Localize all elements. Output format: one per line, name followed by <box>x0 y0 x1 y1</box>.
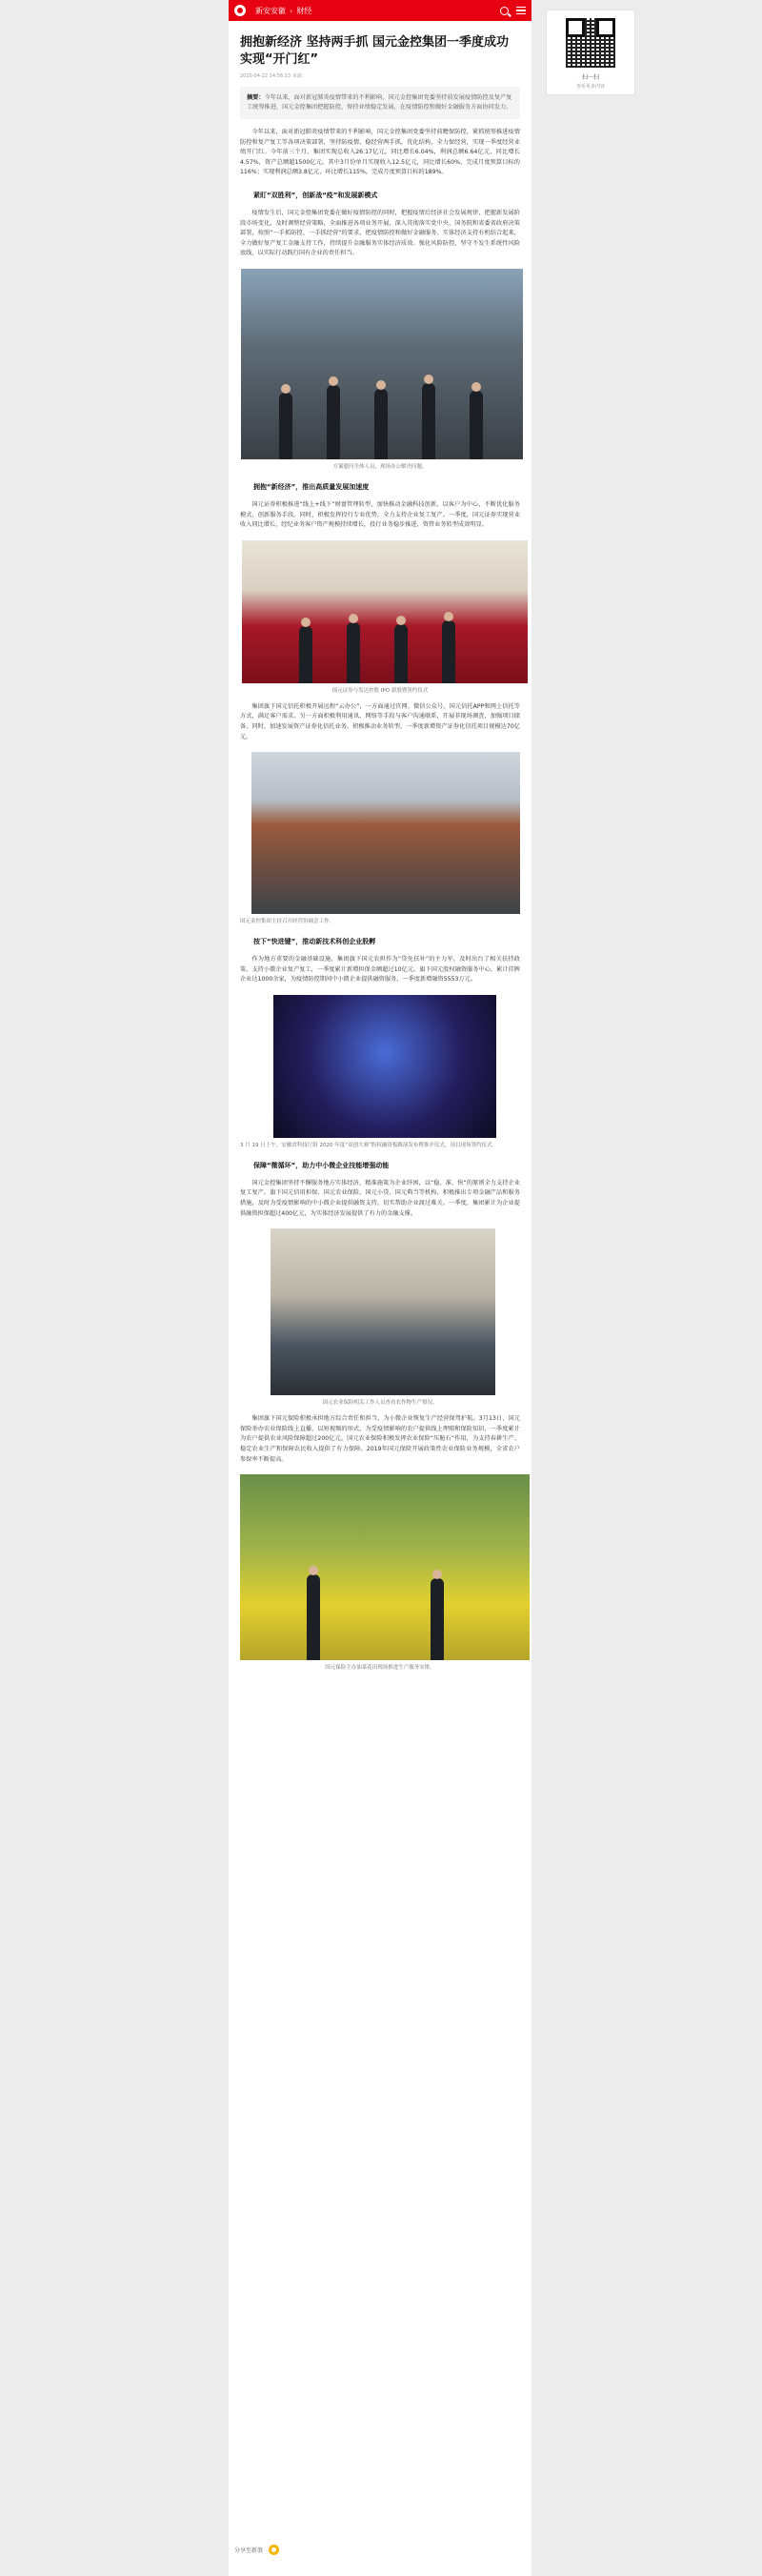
person-figure <box>299 626 312 683</box>
breadcrumb-section[interactable]: 财经 <box>296 6 312 15</box>
summary-label: 摘要： <box>247 94 265 101</box>
photo-caption: 国元农业保险相关工作人员查看农作物生产情况。 <box>322 1400 438 1407</box>
qr-subtitle: 查看更多内容 <box>575 84 605 90</box>
paragraph: 疫情发生后，国元金控集团党委在做好疫情防控的同时，把握疫情后经济社会发展规律，把握新发展阶段市场变化，及时调整经营策略，全面推进各项业务开展，深入贯彻落实党中央、国务院和省委省政府决策部署，按照“一手抓防控、一手抓经营”的要求，把疫情防控和做好金融服务、实体经济支持有机结合起来，全力做好复产复工金融支持工作，持续提升金融服务实体经济质效。强化风险防控，坚守不发生系统性风险底线，以实际行动践行国有企业的责任担当。 <box>240 209 520 257</box>
breadcrumb-separator: › <box>290 6 293 15</box>
menu-icon[interactable] <box>516 7 526 14</box>
section-heading: 保障“微循环”，助力中小微企业技能增强动能 <box>253 1161 390 1169</box>
section-heading: 紧盯“双胜利”，创新战“疫”和发展新模式 <box>253 191 378 199</box>
photo-caption: 国元金控集团主持召开经营协调会工作。 <box>240 919 335 925</box>
paragraph: 集团旗下国元保险积极承担地方综合责任和担当，为小微企业恢复生产经营保驾护航。3月13日，国元保险举办农业保险线上直播，以短视频的形式，为受疫情影响的农户提供线上理赔和保险知识，一季度累计为农户提供农业风险保障超过200亿元。国元农业保险积极发挥农业保险“压舱石”作用，为支持春耕生产、稳定农业生产和保障农民收入提供了有力保障。2019年国元保险开展政策性农业保险业务规模，全省农户参保率不断提高。 <box>240 1415 520 1463</box>
article-photo-workshop <box>271 1228 495 1395</box>
photo-caption: 国元证券与发达控股 IPO 新股暨签约仪式 <box>331 687 429 694</box>
article-meta: 2020-04-22 14:56:13 来源: <box>240 73 304 79</box>
qr-title: 扫一扫 <box>581 74 599 81</box>
qr-panel <box>546 10 635 95</box>
person-figure <box>327 385 340 459</box>
person-figure <box>279 393 292 459</box>
article-photo-signing <box>242 540 528 683</box>
breadcrumb <box>255 6 311 16</box>
share-label[interactable]: 分享至新浪 <box>234 2547 264 2554</box>
person-figure <box>374 389 388 459</box>
qr-code-icon <box>566 18 615 68</box>
article-column <box>229 0 531 2576</box>
article-body <box>229 21 531 1671</box>
person-figure <box>431 1578 444 1660</box>
article-summary <box>240 87 520 119</box>
search-icon[interactable] <box>500 7 509 15</box>
person-figure <box>394 624 408 683</box>
person-figure <box>307 1574 320 1660</box>
article-title: 拥抱新经济 坚持两手抓 国元金控集团一季度成功实现“开门红” <box>240 35 510 67</box>
top-nav-bar <box>229 0 531 21</box>
section-heading: 按下“快进键”，推动新技术科创企业股孵 <box>253 938 376 946</box>
paragraph: 集团旗下国元信托积极开展远程“云办公”，一方面通过官网、微信公众号、国元信托APP和网上信托等方式，满足客户需求。另一方面积极利用通讯、网络等手段与客户沟通联系，开展非现场调查，加强项目储备。同时，加速发展资产证券化信托业务，积极推动业务转型，一季度新增资产证券化信托项目规模达70亿元。 <box>240 702 520 740</box>
person-figure <box>422 383 435 459</box>
section-heading: 拥抱“新经济”，推出高质量发展加速度 <box>253 482 370 491</box>
photo-caption: 方案慰问全体人员，现场办公解决问题。 <box>332 463 428 470</box>
share-icon[interactable] <box>269 2545 279 2555</box>
share-bar <box>229 2545 531 2555</box>
article-photo-conference <box>251 752 520 914</box>
photo-caption: 国元保险主办油菜花田现场推进生产服务安排。 <box>325 1665 435 1672</box>
paragraph: 国元金控集团坚持不懈服务地方实体经济，精准施策为企业纾困，以“稳、准、快”的原则全力支持企业复工复产。旗下国元信用担保、国元农业保险、国元小贷、国元典当等机构，积极推出专项金融产品和服务措施，及时为受疫情影响的中小微企业提供融资支持，切实帮助企业渡过难关。一季度，集团累计为企业提供融资担保超过400亿元，为实体经济发展提供了有力的金融支撑。 <box>240 1179 520 1217</box>
photo-caption: 3 月 19 日上午，安徽省科技厅组 2020 年度“双创大赛”股权融资板路演发布暨推介仪式，项目现场签约仪式。 <box>240 1142 497 1148</box>
article-photo-field <box>240 1474 530 1660</box>
person-figure <box>347 622 360 683</box>
article-photo-stage <box>273 995 496 1138</box>
summary-text: 今年以来，面对新冠肺炎疫情带来的不利影响，国元金控集团党委坚持前发展疫情防控及复产复工统筹推进，国元金控集团把握防控，保持业绩稳定发展，在疫情防控和做好金融服务方面协同发力。 <box>247 94 512 111</box>
person-figure <box>470 391 483 459</box>
paragraph: 国元证券积极推进“线上+线下”财富管理转型，加快推动金融科技创新，以客户为中心，不断优化服务模式，创新服务手段。同时，积极发挥投行专业优势，全力支持企业复工复产。一季度，国元证券实现营业收入同比增长，经纪业务客户资产规模持续增长，投行业务稳步推进，资管业务转型成效明显。 <box>240 500 520 529</box>
site-logo-icon[interactable] <box>234 5 246 16</box>
article-photo-meeting <box>241 269 523 459</box>
paragraph: 作为地方重要的金融基础设施，集团旗下国元农担作为“贷免扶补”的主力军，及时出台了相关扶持政策，支持小微企业复产复工，一季度累计新增担保金额超过10亿元。旗下国元股权融资服务中心，累计挂牌企业达1000余家，为疫情防控期间中小微企业提供融资服务，一季度新增融资5553万元。 <box>240 956 520 984</box>
breadcrumb-channel[interactable]: 新安安徽 <box>255 6 286 15</box>
paragraph: 今年以来，面对新冠肺炎疫情带来的不利影响，国元金控集团党委坚持前瞻保防控，紧抓统筹推进疫情防控和复产复工等各项决策部署，坚持防疫情、稳经营两手抓，优化结构，全力保经营，实现一季度经营业绩开门红。今年前三个月，集团实现总收入26.17亿元，同比增长6.04%，利润总额6.64亿元，同比增长4.57%，资产总额超1500亿元。其中3月份单月实现收入12.5亿元，同比增长60%，完成月度预算目标的116%；实现利润总额3.8亿元，环比增长115%，完成月度预算目标的189%。 <box>240 129 520 176</box>
person-figure <box>442 620 455 683</box>
